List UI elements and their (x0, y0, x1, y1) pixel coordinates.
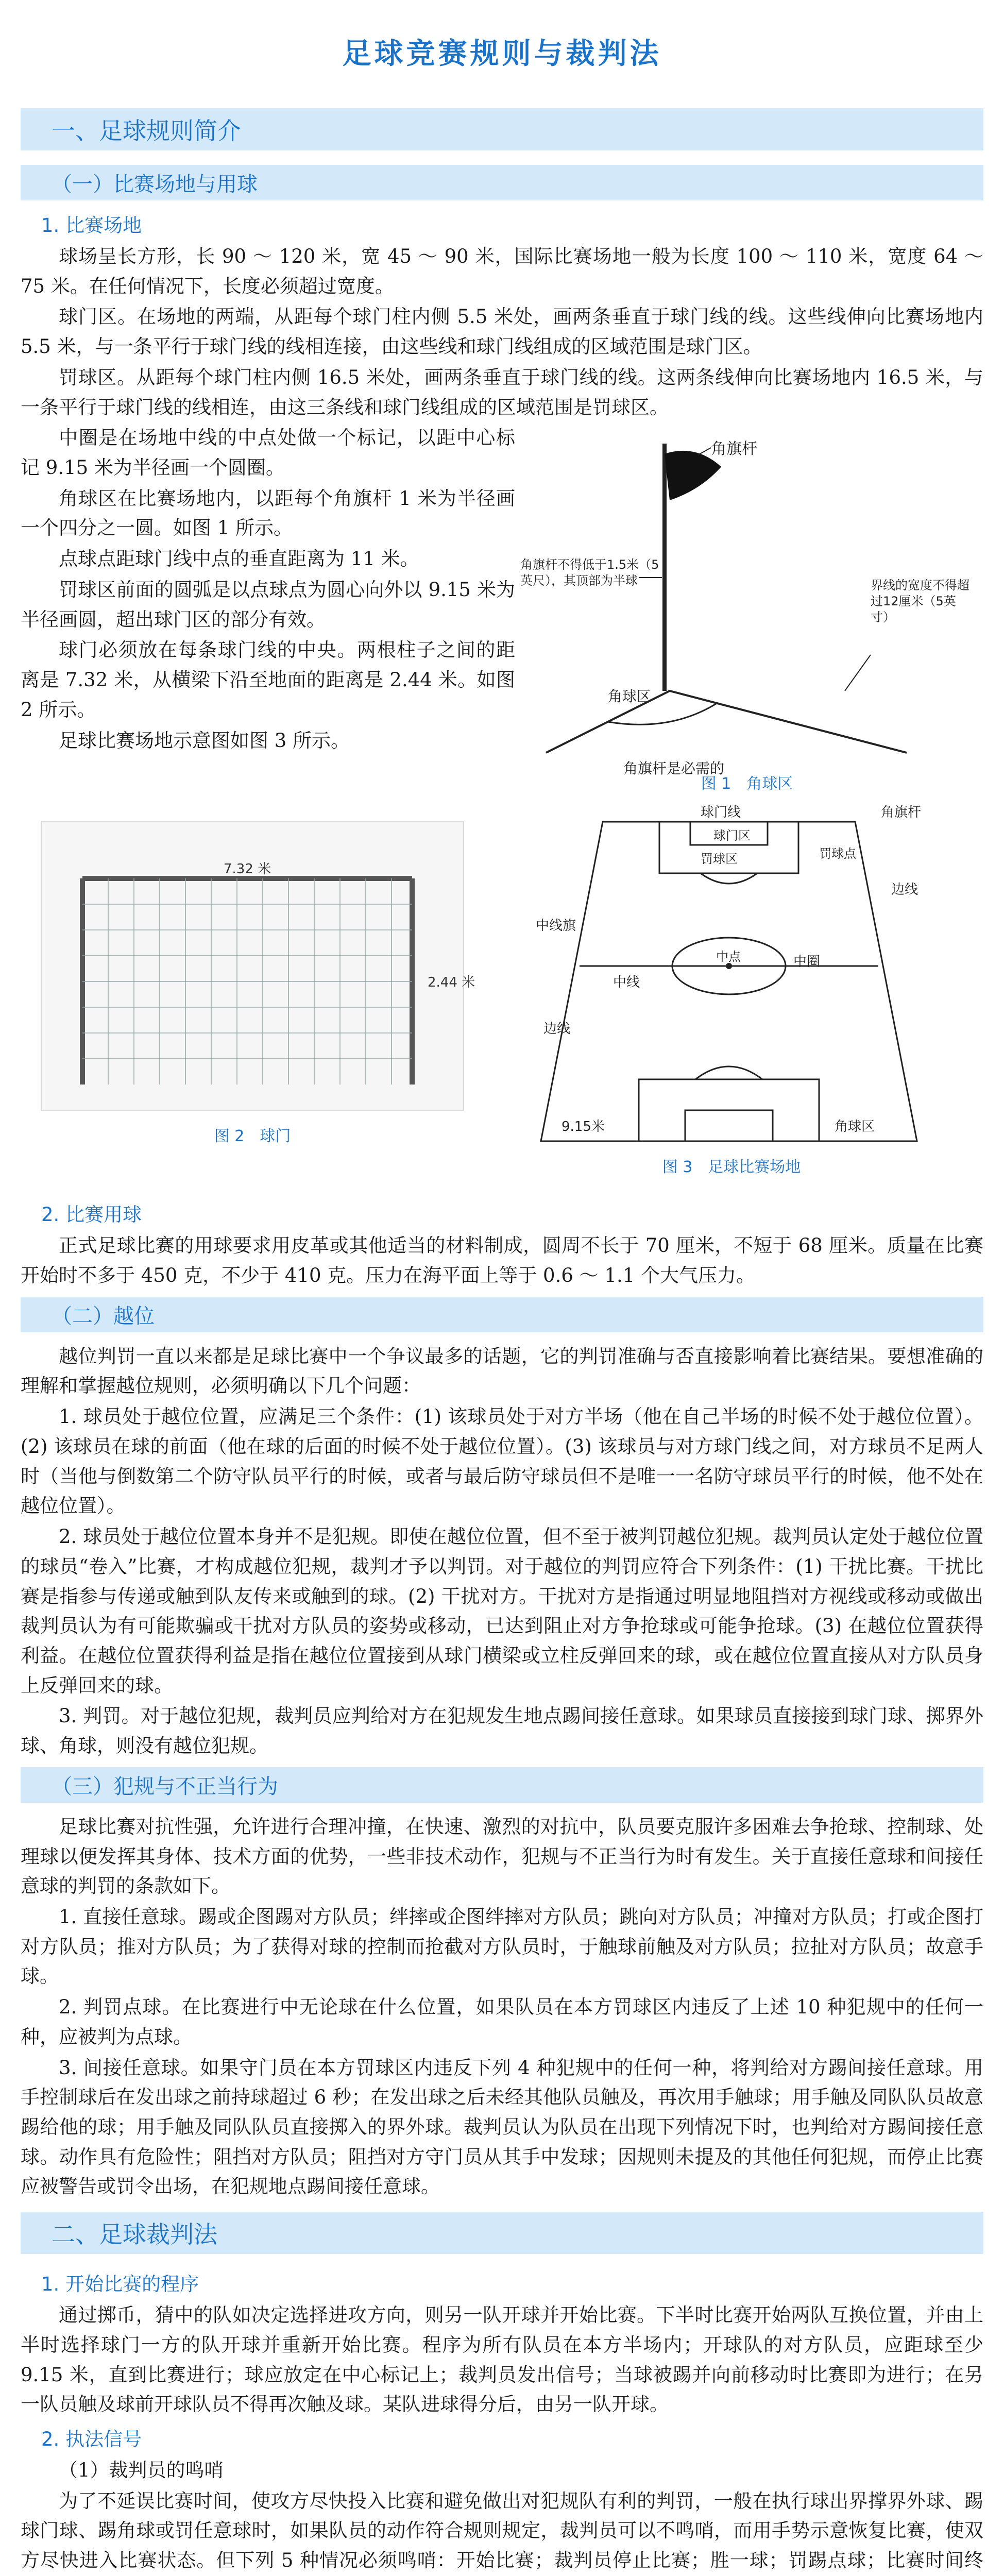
figure-caption: 图 2 球门 (214, 1127, 291, 1146)
paragraph: 球门必须放在每条球门线的中央。两根柱子之间的距离是 7.32 米，从横梁下沿至地面的距离是 2.44 米。如图 2 所示。 (21, 639, 515, 721)
corner-area-label: 角球区 (608, 688, 652, 705)
radius-label: 9.15米 (561, 1119, 605, 1135)
figure-caption: 图 1 角球区 (701, 775, 793, 793)
flag-icon (665, 451, 721, 500)
center-circle-label: 中圈 (793, 954, 821, 970)
center-mark-label: 中点 (716, 950, 741, 964)
halfway-flag-label: 中线旗 (536, 918, 576, 934)
figure-corner-area (515, 423, 983, 796)
heading-ball: 2. 比赛用球 (41, 1204, 142, 1226)
corner-area-diagram (515, 423, 979, 794)
goal-line-label: 球门线 (701, 805, 741, 821)
penalty-mark-label: 罚球点 (819, 846, 856, 861)
figure-goal (21, 801, 484, 1164)
subsection-field-and-ball: （一）比赛场地与用球 (21, 165, 983, 200)
paragraph: 点球点距球门线中点的垂直距离为 11 米。 (59, 548, 419, 570)
paragraph: 2. 球员处于越位位置本身并不是犯规。即使在越位位置，但不至于被判罚越位犯规。裁判员认定处于越位位置的球员“卷入”比赛，才构成越位犯规，裁判才予以判罚。对于越位的判罚应符合下列条件：(1) 干扰比赛。干扰比赛是指参与传递或触到队友传来或触到的球。(2) 干扰对方。干扰对方是指通过明显地阻挡对方视线或移动或做出裁判员认为有可能欺骗或干扰对方队员的姿势或移动，已达到阻止对方争抢球或可能争抢球。(3) 在越位位置获得利益。在越位位置获得利益是指在越位位置接到从球门横梁或立柱反弹回来的球，或在越位位置直接从对方队员身上反弹回来的球。 (21, 1526, 983, 1697)
figure-caption: 图 3 足球比赛场地 (662, 1158, 801, 1177)
field-boundary-lines (546, 691, 907, 753)
section-heading-refereeing: 二、足球裁判法 (21, 2212, 983, 2254)
corner-area-label: 角球区 (835, 1119, 875, 1135)
paragraph: 足球比赛对抗性强，允许进行合理冲撞，在快速、激烈的对抗中，队员要克服许多困难去争抢球、控制球、处理球以便发挥其身体、技术方面的优势，一些非技术动作，犯规与不正当行为时有发生。关于直接任意球和间接任意球的判罚的条款如下。 (21, 1815, 983, 1897)
paragraph: 越位判罚一直以来都是足球比赛中一个争议最多的话题，它的判罚准确与否直接影响着比赛结果。要想准确的理解和掌握越位规则，必须明确以下几个问题： (21, 1345, 983, 1397)
paragraph: 1. 直接任意球。踢或企图踢对方队员；绊摔或企图绊摔对方队员；跳向对方队员；冲撞对方队员；打或企图打对方队员；推对方队员；为了获得对球的控制而抢截对方队员时，于触球前触及对方队员；拉扯对方队员；故意手球。 (21, 1905, 983, 1988)
subheading: （1）裁判员的鸣哨 (59, 2459, 224, 2482)
pitch-lines (541, 822, 917, 1141)
penalty-area-label: 罚球区 (701, 852, 738, 867)
paragraph: 中圈是在场地中线的中点处做一个标记，以距中心标记 9.15 米为半径画一个圆圈。 (21, 427, 515, 479)
text-column (21, 423, 515, 756)
subsection-fouls: （三）犯规与不正当行为 (21, 1767, 983, 1803)
paragraph: 罚球区。从距每个球门柱内侧 16.5 米处，画两条垂直于球门线的线。这两条线伸向比赛场地内 16.5 米，与一条平行于球门线的线相连，由这三条线和球门线组成的区域范围是罚球区。 (21, 366, 983, 418)
paragraph: 正式足球比赛的用球要求用皮革或其他适当的材料制成，圆周不长于 70 厘米，不短于 68 厘米。质量在比赛开始时不多于 450 克，不少于 410 克。压力在海平面上等于 0.6 ～ 1.1 个大气压力。 (21, 1234, 983, 1287)
halfway-line-label: 中线 (613, 975, 640, 991)
pitch-diagram (484, 801, 979, 1193)
leader-line (845, 655, 871, 691)
paragraph: 2. 判罚点球。在比赛进行中无论球在什么位置，如果队员在本方罚球区内违反了上述 10 种犯规中的任何一种，应被判为点球。 (21, 1996, 983, 2048)
section-heading-rules: 一、足球规则简介 (21, 108, 983, 150)
goal-area-label: 球门区 (713, 828, 751, 843)
note-right: 界线的宽度不得超过12厘米（5英寸） (871, 578, 969, 625)
leader-line (698, 448, 711, 455)
heading-signals: 2. 执法信号 (41, 2428, 142, 2451)
paragraph: 罚球区前面的圆弧是以点球点为圆心向外以 9.15 米为半径画圆，超出球门区的部分有效。 (21, 578, 515, 631)
bottom-note: 角旗杆是必需的 (623, 760, 725, 777)
goal-diagram (21, 801, 484, 1162)
goal-height-label: 2.44 米 (428, 975, 475, 991)
corner-flag-label: 角旗杆 (881, 805, 922, 821)
text-with-figure-1 (21, 423, 983, 796)
paragraph: 球门区。在场地的两端，从距每个球门柱内侧 5.5 米处，画两条垂直于球门线的线。这些线伸向比赛场地内 5.5 米，与一条平行于球门线的线相连接，由这些线和球门线组成的区域范围是球门区。 (21, 306, 983, 358)
sideline-label: 边线 (543, 1021, 571, 1037)
subsection-offside: （二）越位 (21, 1297, 983, 1332)
figure-pitch (484, 801, 983, 1195)
paragraph: 3. 判罚。对于越位犯规，裁判员应判给对方在犯规发生地点踢间接任意球。如果球员直接接到球门球、掷界外球、角球，则没有越位犯规。 (21, 1705, 983, 1757)
paragraph: 角球区在比赛场地内，以距每个角旗杆 1 米为半径画一个四分之一圆。如图 1 所示。 (21, 487, 515, 539)
heading-field: 1. 比赛场地 (41, 214, 142, 236)
paragraph: 球场呈长方形，长 90 ～ 120 米，宽 45 ～ 90 米，国际比赛场地一般为长度 100 ～ 110 米，宽度 64 ～ 75 米。在任何情况下，长度必须超过宽度。 (21, 245, 983, 297)
heading-kickoff: 1. 开始比赛的程序 (41, 2273, 199, 2296)
paragraph: 1. 球员处于越位位置，应满足三个条件：(1) 该球员处于对方半场（他在自己半场的时候不处于越位位置）。(2) 该球员在球的前面（他在球的后面的时候不处于越位位置）。(3) 该球员与对方球门线之间，对方球员不足两人时（当他与倒数第二个防守队员平行的时候，或者与最后防守球员但不是唯一一名防守球员平行的时候，他不处在越位位置）。 (21, 1405, 983, 1517)
paragraph: 通过掷币，猜中的队如决定选择进攻方向，则另一队开球并开始比赛。下半时比赛开始两队互换位置，并由上半时选择球门一方的队开球并重新开始比赛。程序为所有队员在本方半场内；开球队的对方队员，应距球至少 9.15 米，直到比赛进行；球应放定在中心标记上；裁判员发出信号；当球被踢并向前移动时比赛即为进行；在另一队员触及球前开球队员不得再次触及球。某队进球得分后，由另一队开球。 (21, 2304, 983, 2416)
corner-flag-label: 角旗杆 (711, 440, 757, 459)
page-title: 足球竞赛规则与裁判法 (342, 37, 662, 71)
paragraph: 3. 间接任意球。如果守门员在本方罚球区内违反下列 4 种犯规中的任何一种，将判给对方踢间接任意球。用手控制球后在发出球之前持球超过 6 秒；在发出球之后未经其他队员触及，再次用手触球；用手触及同队队员故意踢给他的球；用手触及同队队员直接掷入的界外球。裁判员认为队员在出现下列情况下时，也判给对方踢间接任意球。动作具有危险性；阻挡对方队员；阻挡对方守门员从其手中发球；因规则未提及的其他任何犯规，而停止比赛应被警告或罚令出场，在犯规地点踢间接任意球。 (21, 2056, 983, 2198)
paragraph: 足球比赛场地示意图如图 3 所示。 (59, 729, 350, 752)
paragraph: 为了不延误比赛时间，使攻方尽快投入比赛和避免做出对犯规队有利的判罚，一般在执行球出界撑界外球、踢球门球、踢角球或罚任意球时，如果队员的动作符合规则规定，裁判员可以不鸣哨，而用手势示意恢复比赛，使双方尽快进入比赛状态。但下列 5 种情况必须鸣哨：开始比赛；裁判员停止比赛；胜一球；罚踢点球；比赛时间终 (21, 2489, 983, 2572)
goal-width-label: 7.32 米 (223, 861, 271, 877)
figures-row (21, 801, 983, 1195)
note-left: 角旗杆不得低于1.5米（5英尺），其顶部为半球 (520, 557, 659, 588)
sideline-label: 边线 (891, 882, 918, 898)
